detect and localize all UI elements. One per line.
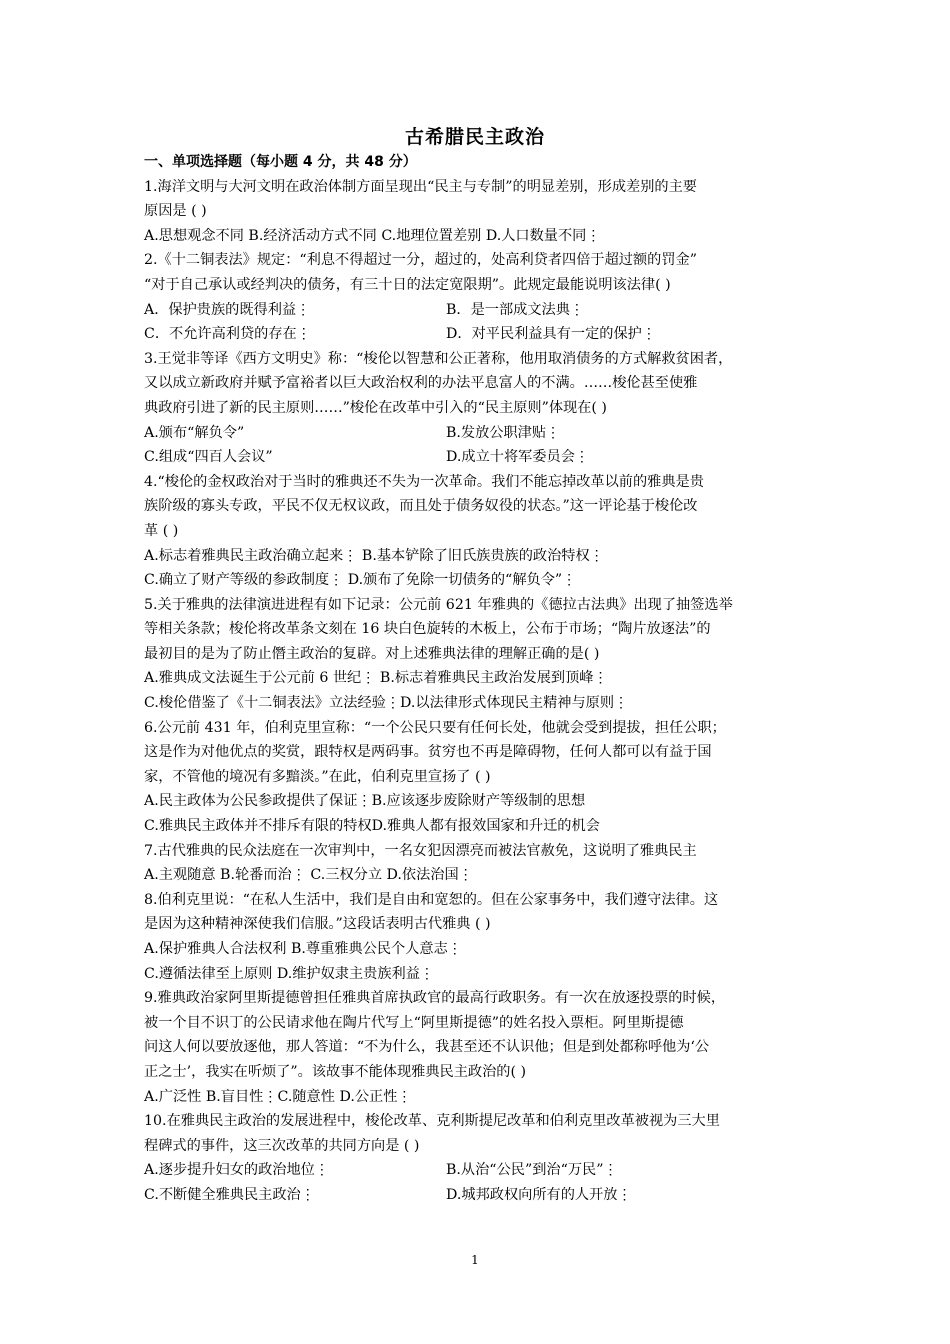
- question-text: 程碑式的事件，这三次改革的共同方向是 ( ): [144, 1137, 420, 1154]
- question-text: 2.《十二铜表法》规定：“利息不得超过一分，超过的，处高利贷者四倍于超过额的罚金”: [144, 252, 697, 269]
- options-row: [144, 322, 816, 347]
- question-5: [144, 593, 816, 716]
- question-text: 8.伯利克里说：“在私人生活中，我们是自由和宽恕的。但在公家事务中，我们遵守法律。这: [144, 891, 719, 908]
- options-line: C.确立了财产等级的参政制度⋮ D.颁布了免除一切债务的“解负令”⋮: [144, 572, 577, 589]
- option-d: D.城邦政权向所有的人开放⋮: [446, 1186, 632, 1203]
- question-text: 4.“梭伦的金权政治对于当时的雅典还不失为一次革命。我们不能忘掉改革以前的雅典是贵: [144, 473, 704, 490]
- question-text: 族阶级的寡头专政，平民不仅无权议政，而且处于债务奴役的状态。”这一评论基于梭伦改: [144, 498, 698, 515]
- option-c: C．不允许高利贷的存在⋮: [144, 326, 311, 343]
- question-text: 革 ( ): [144, 522, 179, 539]
- question-text: 原因是 ( ): [144, 203, 207, 220]
- options-line: A.雅典成文法诞生于公元前 6 世纪⋮ B.标志着雅典民主政治发展到顶峰⋮: [144, 670, 608, 687]
- options-line: C.雅典民主政体并不排斥有限的特权D.雅典人都有报效国家和升迁的机会: [144, 818, 600, 835]
- options-row: [144, 1158, 816, 1183]
- question-text: 问这人何以要放逐他，那人答道：“不为什么，我甚至还不认识他；但是到处都称呼他为‘公: [144, 1039, 710, 1056]
- question-text: 10.在雅典民主政治的发展进程中，梭伦改革、克利斯提尼改革和伯利克里改革被视为三大里: [144, 1113, 720, 1130]
- option-d: D.成立十将军委员会⋮: [446, 449, 590, 466]
- question-text: “对于自己承认或经判决的债务，有三十日的法定宽限期”。此规定最能说明该法律( ): [144, 276, 671, 293]
- question-text: 家，不管他的境况有多黯淡。”在此，伯利克里宣扬了 ( ): [144, 768, 491, 785]
- question-text: 典政府引进了新的民主原则……”梭伦在改革中引入的“民主原则”体现在( ): [144, 399, 607, 416]
- question-text: 6.公元前 431 年，伯利克里宣称：“一个公民只要有任何长处，他就会受到提拔，担任公职；: [144, 719, 726, 736]
- question-text: 9.雅典政治家阿里斯提德曾担任雅典首席执政官的最高行政职务。有一次在放逐投票的时候，: [144, 990, 726, 1007]
- options-line: C.遵循法律至上原则 D.维护奴隶主贵族利益⋮: [144, 965, 435, 982]
- options-line: A.广泛性 B.盲目性⋮C.随意性 D.公正性⋮: [144, 1088, 412, 1105]
- document-title: 古希腊民主政治: [404, 126, 545, 148]
- document-body: [144, 150, 816, 1208]
- options-line: A.主观随意 B.轮番而治⋮ C.三权分立 D.依法治国⋮: [144, 867, 473, 884]
- option-b: B．是一部成文法典⋮: [446, 301, 585, 318]
- question-1: [144, 175, 816, 249]
- option-a: A.逐步提升妇女的政治地位⋮: [144, 1162, 330, 1179]
- options-row: [144, 445, 816, 470]
- question-text: 最初目的是为了防止僭主政治的复辟。对上述雅典法律的理解正确的是( ): [144, 645, 600, 662]
- question-3: [144, 347, 816, 470]
- question-text: 被一个目不识丁的公民请求他在陶片代写上“阿里斯提德”的姓名投入票柜。阿里斯提德: [144, 1014, 684, 1031]
- option-d: D．对平民利益具有一定的保护⋮: [446, 326, 657, 343]
- option-c: C.不断健全雅典民主政治⋮: [144, 1186, 315, 1203]
- question-text: 7.古代雅典的民众法庭在一次审判中，一名女犯因漂亮而被法官赦免，这说明了雅典民主: [144, 842, 697, 859]
- question-text: 等相关条款；梭伦将改革条文刻在 16 块白色旋转的木板上，公布于市场；“陶片放逐法”的: [144, 621, 711, 638]
- options-row: [144, 421, 816, 446]
- options-row: [144, 298, 816, 323]
- question-4: [144, 470, 816, 593]
- question-7: [144, 839, 816, 888]
- question-8: [144, 888, 816, 986]
- option-c: C.组成“四百人会议”: [144, 449, 273, 466]
- option-b: B.从治“公民”到治“万民”⋮: [446, 1162, 618, 1179]
- question-2: [144, 248, 816, 346]
- options-line: A.标志着雅典民主政治确立起来⋮ B.基本铲除了旧氏族贵族的政治特权⋮: [144, 547, 604, 564]
- question-text: 是因为这种精神深使我们信服。”这段话表明古代雅典 ( ): [144, 916, 491, 933]
- question-text: 这是作为对他优点的奖赏，跟特权是两码事。贫穷也不再是障碍物，任何人都可以有益于国: [144, 744, 712, 761]
- question-text: 1.海洋文明与大河文明在政治体制方面呈现出“民主与专制”的明显差别，形成差别的主要: [144, 178, 697, 195]
- options-row: [144, 1183, 816, 1208]
- options-line: C.梭伦借鉴了《十二铜表法》立法经验⋮D.以法律形式体现民主精神与原则⋮: [144, 695, 629, 712]
- question-text: 3.王觉非等译《西方文明史》称：“梭伦以智慧和公正著称，他用取消债务的方式解救贫困者，: [144, 350, 733, 367]
- options-line: A.民主政体为公民参政提供了保证⋮B.应该逐步废除财产等级制的思想: [144, 793, 586, 810]
- option-a: A．保护贵族的既得利益⋮: [144, 301, 311, 318]
- question-9: [144, 986, 816, 1109]
- question-text: 又以成立新政府并赋予富裕者以巨大政治权利的办法平息富人的不满。……梭伦甚至使雅: [144, 375, 698, 392]
- question-text: 5.关于雅典的法律演进进程有如下记录：公元前 621 年雅典的《德拉古法典》出现了抽签选举: [144, 596, 733, 613]
- section-heading: 一、单项选择题（每小题 4 分，共 48 分）: [144, 154, 417, 170]
- option-a: A.颁布“解负令”: [144, 424, 245, 441]
- question-10: [144, 1109, 816, 1207]
- question-6: [144, 716, 816, 839]
- options-line: A.思想观念不同 B.经济活动方式不同 C.地理位置差别 D.人口数量不同⋮: [144, 227, 601, 244]
- option-b: B.发放公职津贴⋮: [446, 424, 561, 441]
- options-line: A.保护雅典人合法权利 B.尊重雅典公民个人意志⋮: [144, 941, 462, 957]
- question-text: 正之士’，我实在听烦了”。该故事不能体现雅典民主政治的( ): [144, 1063, 527, 1080]
- page-number: 1: [471, 1253, 479, 1267]
